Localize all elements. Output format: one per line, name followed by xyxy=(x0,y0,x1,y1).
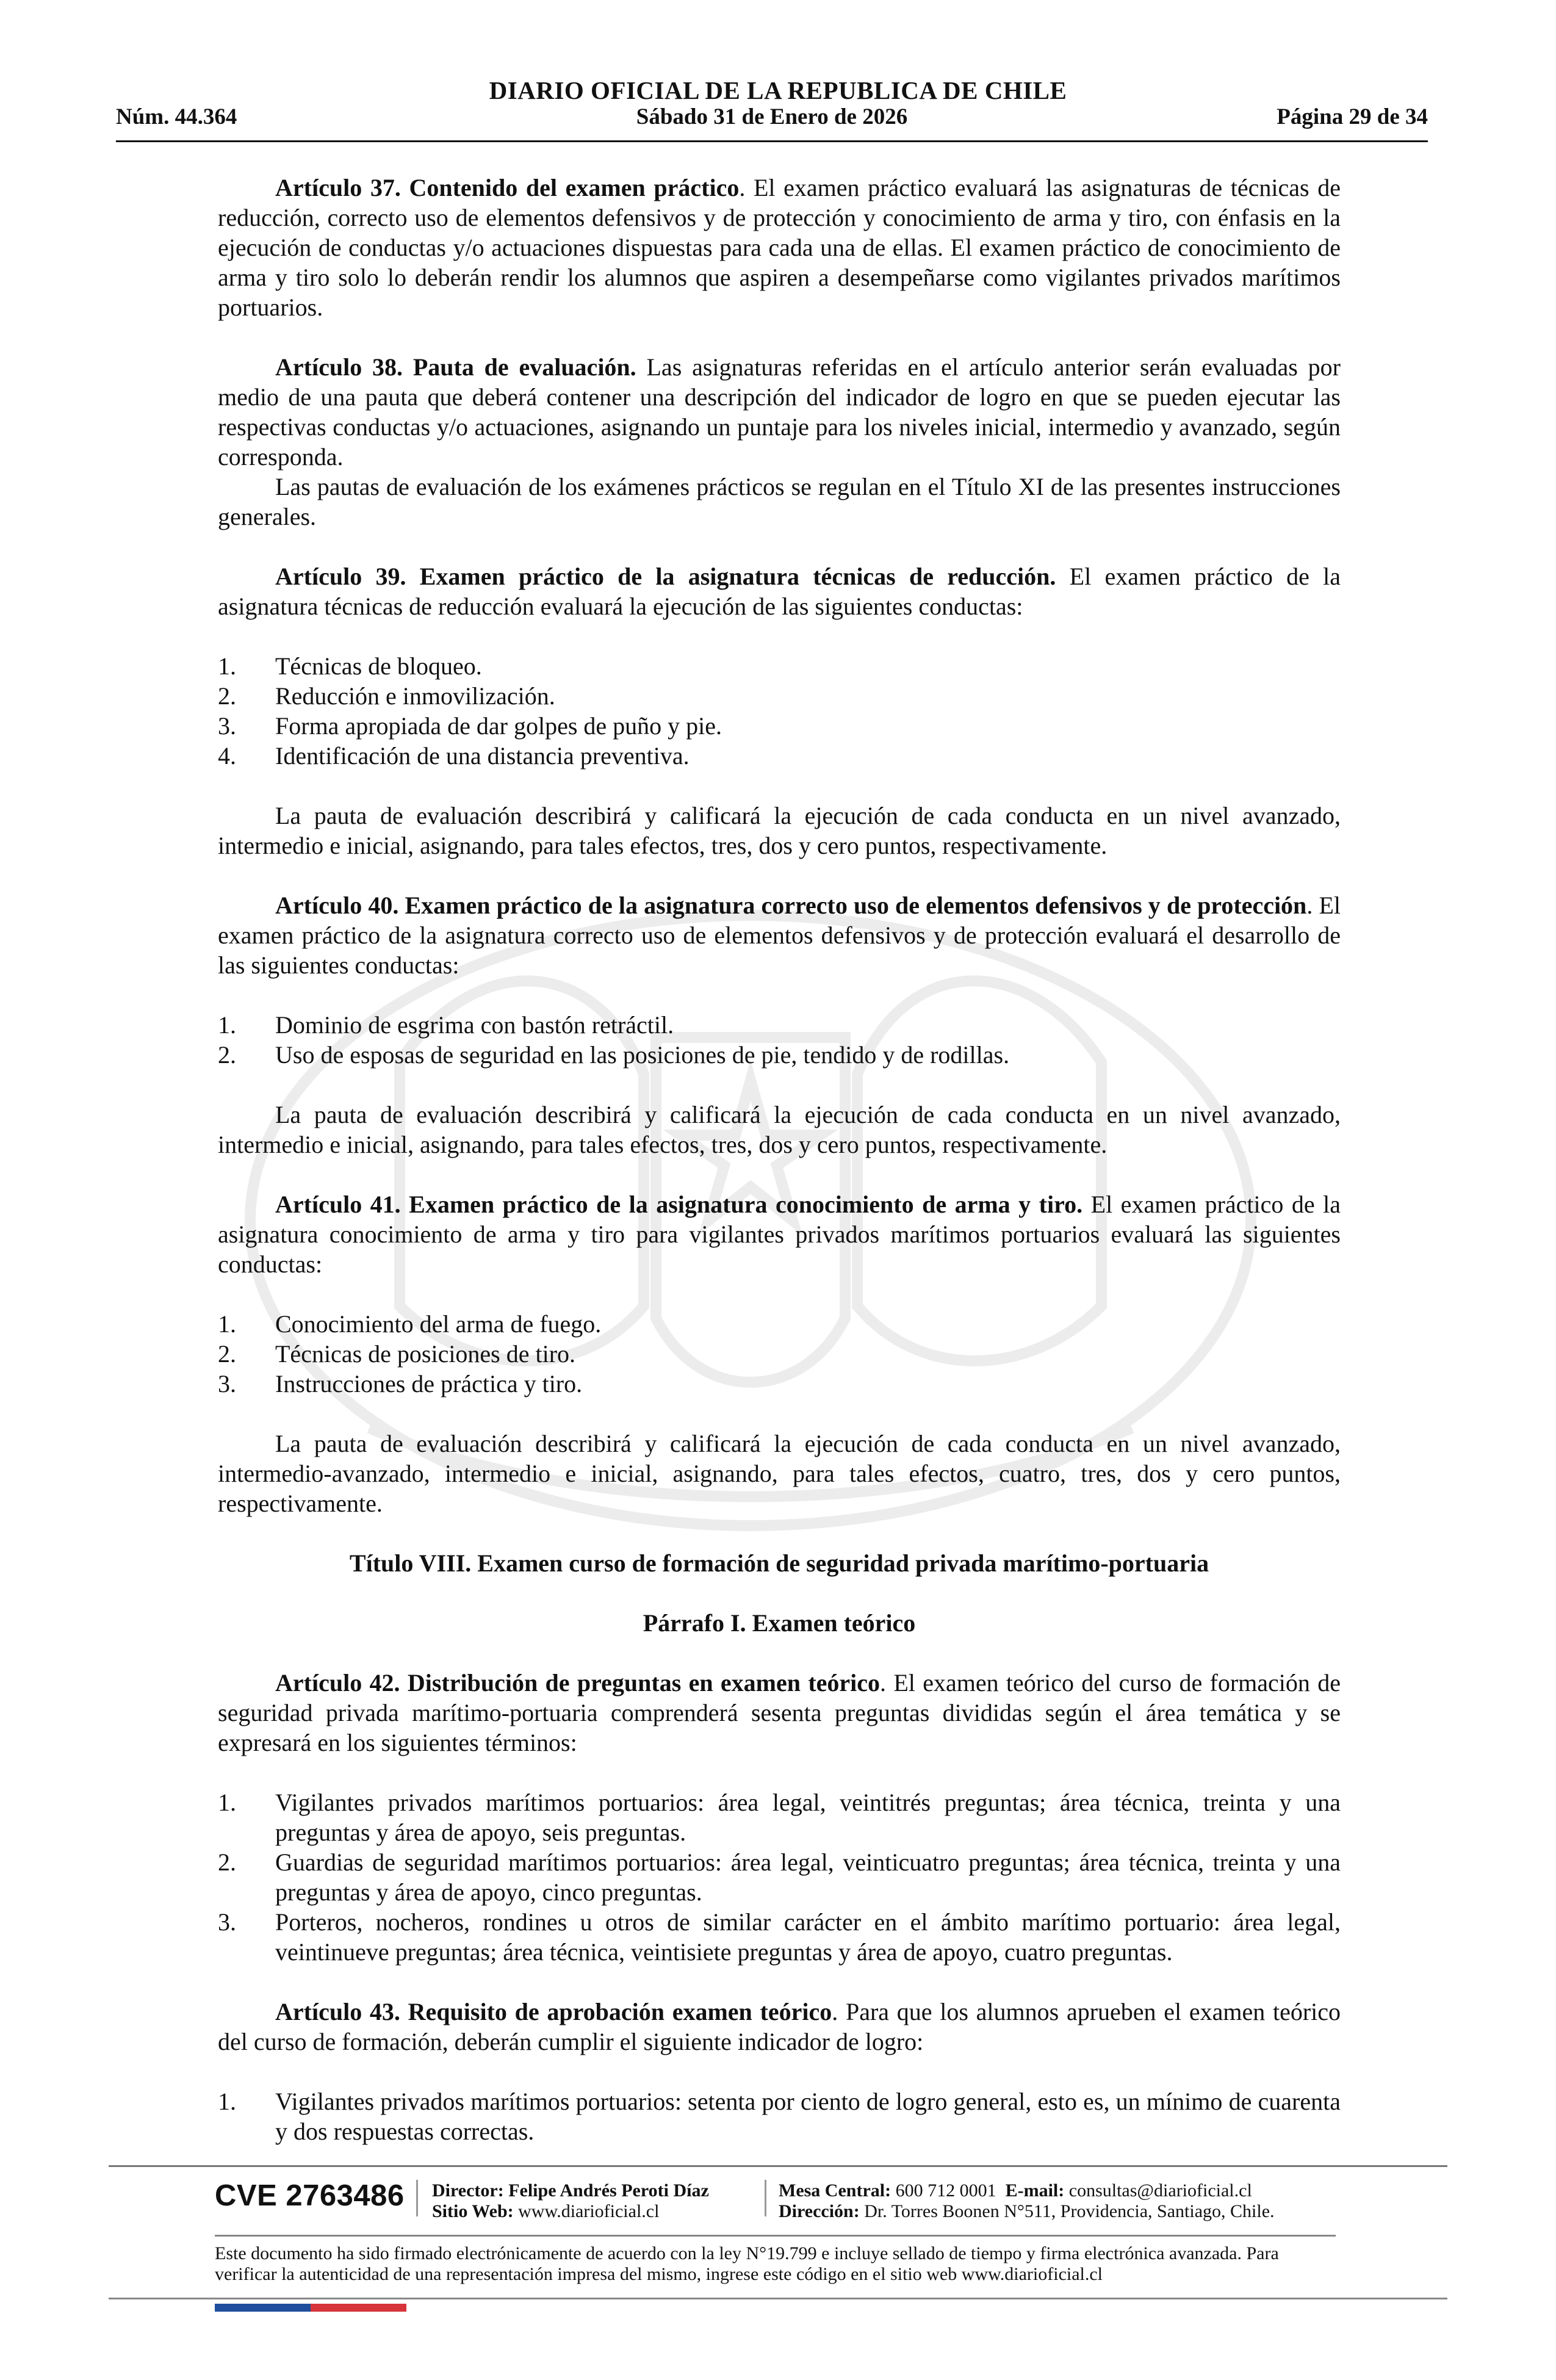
article-40-closing: La pauta de evaluación describirá y calificará la ejecución de cada conducta en un nivel avanzado, intermedio e inicial, asignando, para tales efectos, tres, dos y cero puntos, respectivamente. xyxy=(218,1101,1341,1158)
list-item-number: 1. xyxy=(218,1789,236,1816)
list-item xyxy=(218,1339,1341,1369)
article-41-heading: Artículo 41. Examen práctico de la asignatura conocimiento de arma y tiro. xyxy=(275,1191,1083,1218)
footer-director-block xyxy=(432,2180,709,2222)
phone-number: 600 712 0001 xyxy=(895,2180,996,2201)
article-40-text: . El examen práctico de la asignatura correcto uso de elementos defensivos y de protección evaluará el desarrollo de las siguientes conductas: xyxy=(218,892,1341,979)
article-40 xyxy=(218,890,1341,980)
list-item xyxy=(218,1847,1341,1907)
list-item xyxy=(218,1309,1341,1339)
cve-code: CVE 2763486 xyxy=(215,2179,405,2212)
list-item-number: 4. xyxy=(218,742,236,770)
title-viii-heading: Título VIII. Examen curso de formación de seguridad privada marítimo-portuaria xyxy=(349,1549,1209,1577)
phone-label: Mesa Central: xyxy=(779,2180,891,2201)
article-39-closing: La pauta de evaluación describirá y calificará la ejecución de cada conducta en un nivel avanzado, intermedio e inicial, asignando, para tales efectos, tres, dos y cero puntos, respectivamente. xyxy=(218,802,1341,859)
list-item-number: 2. xyxy=(218,1340,236,1368)
list-item-number: 1. xyxy=(218,1011,236,1039)
list-item xyxy=(218,1787,1341,1847)
article-38-text: Las asignaturas referidas en el artículo anterior serán evaluadas por medio de una pauta que deberá contener una descripción del indicador de logro en que se pueden ejecutar las respectivas conductas y/o actuaciones, asignando un puntaje para los niveles inicial, intermedio y avanzado, según corresponda. xyxy=(218,353,1341,471)
list-item-text: Guardias de seguridad marítimos portuarios: área legal, veinticuatro preguntas; área técnica, treinta y una preguntas y área de apoyo, cinco preguntas. xyxy=(275,1848,1341,1906)
email-label: E-mail: xyxy=(1005,2180,1065,2201)
list-item xyxy=(218,1369,1341,1399)
list-item-number: 1. xyxy=(218,652,236,680)
gazette-title: DIARIO OFICIAL DE LA REPUBLICA DE CHILE xyxy=(489,76,1067,104)
article-38 xyxy=(218,352,1341,472)
header-rule xyxy=(116,140,1428,142)
list-item xyxy=(218,741,1341,771)
article-37-text: . El examen práctico evaluará las asignaturas de técnicas de reducción, correcto uso de elementos defensivos y de protección y conocimiento de arma y tiro, con énfasis en la ejecución de conductas y/o actuaciones dispuestas para cada una de ellas. El examen práctico de conocimiento de arma y tiro solo lo deberán rendir los alumnos que aspiren a desempeñarse como vigilantes privados marítimos portuarios. xyxy=(218,174,1341,321)
list-item-number: 3. xyxy=(218,1908,236,1936)
list-item-text: Porteros, nocheros, rondines u otros de similar carácter en el ámbito marítimo portuario: área legal, veintinueve preguntas; área técnica, veintisiete preguntas y área de apoyo, cuatro preguntas. xyxy=(275,1908,1341,1966)
paragraph-i-heading: Párrafo I. Examen teórico xyxy=(643,1609,916,1637)
flag-stripe-red xyxy=(311,2304,406,2312)
list-item xyxy=(218,2086,1341,2146)
list-item-number: 2. xyxy=(218,1041,236,1069)
issue-date: Sábado 31 de Enero de 2026 xyxy=(636,104,908,129)
list-item-number: 3. xyxy=(218,1370,236,1397)
footer-top-rule xyxy=(109,2165,1447,2167)
header-row xyxy=(116,104,1428,134)
list-item-text: Reducción e inmovilización. xyxy=(275,682,555,710)
article-43-list xyxy=(218,2086,1341,2146)
list-item-text: Uso de esposas de seguridad en las posiciones de pie, tendido y de rodillas. xyxy=(275,1041,1010,1069)
director-label: Director: xyxy=(432,2180,504,2201)
page-number: Página 29 de 34 xyxy=(1277,104,1428,129)
list-item xyxy=(218,711,1341,741)
list-item-number: 2. xyxy=(218,1848,236,1876)
list-item-number: 1. xyxy=(218,2088,236,2115)
article-43-text: . Para que los alumnos aprueben el examen teórico del curso de formación, deberán cumplir el siguiente indicador de logro: xyxy=(218,1998,1341,2055)
article-37-heading: Artículo 37. Contenido del examen práctico xyxy=(275,174,740,201)
article-42-text: . El examen teórico del curso de formación de seguridad privada marítimo-portuaria comprenderá sesenta preguntas divididas según el área temática y se expresará en los siguientes términos: xyxy=(218,1669,1341,1756)
article-40-heading: Artículo 40. Examen práctico de la asignatura correcto uso de elementos defensivos y de protección xyxy=(275,892,1307,919)
director-name: Felipe Andrés Peroti Díaz xyxy=(508,2180,709,2201)
list-item-number: 3. xyxy=(218,712,236,740)
list-item-text: Instrucciones de práctica y tiro. xyxy=(275,1370,583,1397)
article-37 xyxy=(218,173,1341,322)
list-item-text: Forma apropiada de dar golpes de puño y pie. xyxy=(275,712,722,740)
footer-middle-rule xyxy=(215,2235,1336,2237)
article-42 xyxy=(218,1668,1341,1758)
article-38-paragraph-2: Las pautas de evaluación de los exámenes prácticos se regulan en el Título XI de las presentes instrucciones generales. xyxy=(218,473,1341,530)
email-address[interactable]: consultas@diarioficial.cl xyxy=(1068,2180,1252,2201)
list-item-text: Dominio de esgrima con bastón retráctil. xyxy=(275,1011,674,1039)
site-url[interactable]: www.diarioficial.cl xyxy=(518,2201,660,2221)
list-item-text: Identificación de una distancia preventiva. xyxy=(275,742,690,770)
list-item xyxy=(218,651,1341,681)
flag-stripe-blue xyxy=(215,2304,311,2312)
article-38-heading: Artículo 38. Pauta de evaluación. xyxy=(275,353,636,381)
electronic-signature-notice: Este documento ha sido firmado electrónicamente de acuerdo con la ley N°19.799 e incluye sellado de tiempo y firma electrónica avanzada. Para verificar la autenticidad de una representación impresa del mismo, ingrese este código en el sitio web www.diarioficial.cl xyxy=(215,2243,1279,2284)
address-label: Dirección: xyxy=(779,2201,860,2221)
list-item xyxy=(218,1907,1341,1967)
list-item-number: 1. xyxy=(218,1310,236,1338)
list-item-text: Vigilantes privados marítimos portuarios: área legal, veintitrés preguntas; área técnica, treinta y una preguntas y área de apoyo, seis preguntas. xyxy=(275,1789,1341,1846)
footer-bottom-rule xyxy=(109,2298,1447,2299)
footer-contact-block xyxy=(779,2180,1275,2222)
article-39 xyxy=(218,561,1341,621)
list-item-number: 2. xyxy=(218,682,236,710)
article-41 xyxy=(218,1189,1341,1279)
address-value: Dr. Torres Boonen N°511, Providencia, Santiago, Chile. xyxy=(864,2201,1275,2221)
article-43-heading: Artículo 43. Requisito de aprobación examen teórico xyxy=(275,1998,832,2025)
article-41-text: El examen práctico de la asignatura conocimiento de arma y tiro para vigilantes privados marítimos portuarios evaluará las siguientes conductas: xyxy=(218,1191,1341,1278)
list-item-text: Conocimiento del arma de fuego. xyxy=(275,1310,602,1338)
article-39-heading: Artículo 39. Examen práctico de la asignatura técnicas de reducción. xyxy=(275,563,1056,590)
list-item xyxy=(218,1010,1341,1040)
article-39-list xyxy=(218,651,1341,771)
list-item-text: Técnicas de bloqueo. xyxy=(275,652,482,680)
article-41-list xyxy=(218,1309,1341,1399)
site-label: Sitio Web: xyxy=(432,2201,514,2221)
issue-number: Núm. 44.364 xyxy=(116,104,237,129)
document-body xyxy=(218,173,1341,2146)
article-41-closing: La pauta de evaluación describirá y calificará la ejecución de cada conducta en un nivel avanzado, intermedio-avanzado, intermedio e inicial, asignando, para tales efectos, cuatro, tres, dos y cero puntos, respectivamente. xyxy=(218,1430,1341,1517)
article-39-text: El examen práctico de la asignatura técnicas de reducción evaluará la ejecución de las siguientes conductas: xyxy=(218,563,1341,620)
footer-separator xyxy=(416,2180,418,2216)
list-item xyxy=(218,681,1341,711)
list-item xyxy=(218,1040,1341,1070)
list-item-text: Técnicas de posiciones de tiro. xyxy=(275,1340,576,1368)
article-40-list xyxy=(218,1010,1341,1070)
article-42-heading: Artículo 42. Distribución de preguntas en examen teórico xyxy=(275,1669,881,1697)
article-42-list xyxy=(218,1787,1341,1967)
list-item-text: Vigilantes privados marítimos portuarios: setenta por ciento de logro general, esto es, un mínimo de cuarenta y dos respuestas correctas. xyxy=(275,2088,1341,2145)
footer-separator xyxy=(765,2180,766,2216)
article-43 xyxy=(218,1997,1341,2057)
